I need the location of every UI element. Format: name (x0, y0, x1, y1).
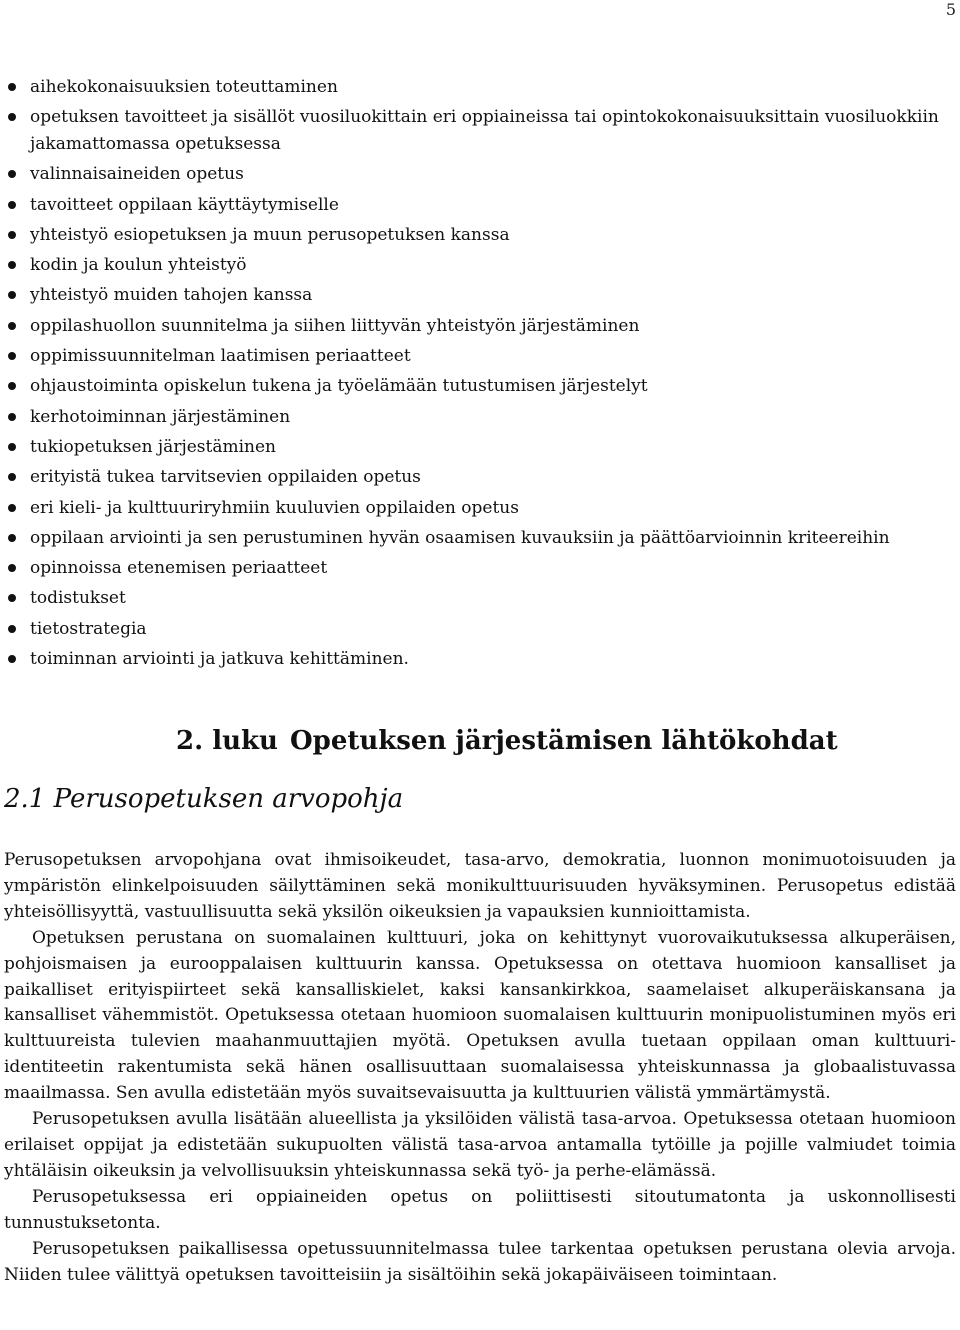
list-item (4, 583, 956, 613)
list-item-text: oppilaan arviointi ja sen perustuminen hyvän osaamisen kuvauksiin ja päättöarvioinnin kriteereihin (30, 527, 890, 548)
list-item-text: oppimissuunnitelman laatimisen periaatteet (30, 346, 411, 367)
paragraph: Opetuksen perustana on suomalainen kulttuuri, joka on kehittynyt vuorovaikutuksessa alkuperäisen, pohjoismaisen ja eurooppalaisen kulttuurin kanssa. Opetuksessa on otettava huomioon kansalliset ja paikalliset erityispiirteet sekä kansalliskielet, kaksi kansankirkkoa, saamelaiset alkuperäiskansana ja kansalliset vähemmistöt. Opetuksessa otetaan huomioon suomalaisen kulttuurin monipuolistuminen myös eri kulttuureista tulevien maahanmuuttajien myötä. Opetuksen avulla tuetaan oppilaan oman kulttuuri-identiteetin rakentumista sekä hänen osallisuuttaan suomalaisessa yhteiskunnassa ja globaalistuvassa maailmassa. Sen avulla edistetään myös suvaitsevaisuutta ja kulttuurien välistä ymmärtämystä. (4, 927, 956, 1104)
bullet-dot-icon (8, 322, 16, 330)
list-item (4, 553, 956, 583)
list-item-text: tukiopetuksen järjestäminen (30, 436, 276, 457)
list-item-text: tietostrategia (30, 618, 147, 639)
list-item (4, 614, 956, 644)
list-item (4, 250, 956, 280)
paragraph: Perusopetuksen paikallisessa opetussuunnitelmassa tulee tarkentaa opetuksen perustana olevia arvoja. Niiden tulee välittyä opetuksen tavoitteisiin ja sisältöihin sekä jokapäiväiseen toimintaan. (4, 1238, 956, 1285)
list-item (4, 220, 956, 250)
list-item-text: valinnaisaineiden opetus (30, 164, 244, 185)
list-item-text: tavoitteet oppilaan käyttäytymiselle (30, 194, 339, 215)
list-item (4, 311, 956, 341)
page-number: 5 (945, 0, 956, 19)
list-item-text: kerhotoiminnan järjestäminen (30, 406, 291, 427)
list-item-text: toiminnan arviointi ja jatkuva kehittäminen. (30, 649, 409, 670)
bullet-dot-icon (8, 231, 16, 239)
list-item-text: ohjaustoiminta opiskelun tukena ja työelämään tutustumisen järjestelyt (30, 376, 648, 397)
chapter-title (176, 726, 838, 756)
list-item-text: yhteistyö esiopetuksen ja muun perusopetuksen kanssa (30, 224, 510, 245)
paragraph: Perusopetuksen avulla lisätään alueellista ja yksilöiden välistä tasa-arvoa. Opetuksessa otetaan huomioon erilaiset oppijat ja edistetään sukupuolten välistä tasa-arvoa antamalla tytöille ja pojille valmiudet toimia yhtäläisin oikeuksin ja velvollisuuksin yhteiskunnassa sekä työ- ja perhe-elämässä. (4, 1109, 956, 1181)
section-title: 2.1 Perusopetuksen arvopohja (4, 784, 404, 814)
list-item (4, 280, 956, 310)
bullet-dot-icon (8, 201, 16, 209)
bullet-dot-icon (8, 564, 16, 572)
list-item-text: eri kieli- ja kulttuuriryhmiin kuuluvien oppilaiden opetus (30, 497, 519, 518)
list-item (4, 523, 956, 553)
paragraph: Perusopetuksessa eri oppiaineiden opetus on poliittisesti sitoutumatonta ja uskonnollisesti tunnustuksetonta. (4, 1186, 956, 1233)
list-item-text: yhteistyö muiden tahojen kanssa (30, 285, 313, 306)
chapter-name: Opetuksen järjestämisen lähtökohdat (290, 726, 838, 756)
bullet-dot-icon (8, 83, 16, 91)
bullet-dot-icon (8, 170, 16, 178)
bullet-dot-icon (8, 352, 16, 360)
bullet-dot-icon (8, 655, 16, 663)
list-item (4, 102, 956, 159)
list-item-text: kodin ja koulun yhteistyö (30, 255, 247, 276)
bullet-dot-icon (8, 382, 16, 390)
bullet-dot-icon (8, 625, 16, 633)
bullet-dot-icon (8, 473, 16, 481)
list-item (4, 159, 956, 189)
bullet-dot-icon (8, 534, 16, 542)
list-item (4, 341, 956, 371)
bullet-dot-icon (8, 504, 16, 512)
list-item (4, 402, 956, 432)
list-item-text: opinnoissa etenemisen periaatteet (30, 558, 328, 579)
bullet-dot-icon (8, 291, 16, 299)
list-item-text: aihekokonaisuuksien toteuttaminen (30, 77, 338, 97)
list-item (4, 371, 956, 401)
list-item (4, 190, 956, 220)
bullet-dot-icon (8, 413, 16, 421)
paragraph: Perusopetuksen arvopohjana ovat ihmisoikeudet, tasa-arvo, demokratia, luonnon monimuotoisuuden ja ympäristön elinkelpoisuuden säilyttäminen sekä monikulttuurisuuden hyväksyminen. Perusopetus edistää yhteisöllisyyttä, vastuullisuutta sekä yksilön oikeuksien ja vapauksien kunnioittamista. (4, 850, 956, 922)
list-item-text: opetuksen tavoitteet ja sisällöt vuosiluokittain eri oppiaineissa tai opintokokonaisuuksittain vuosiluokkiin jakamattomassa opetuksessa (30, 107, 939, 155)
bullet-dot-icon (8, 443, 16, 451)
list-item (4, 72, 956, 102)
list-item-text: erityistä tukea tarvitsevien oppilaiden opetus (30, 467, 421, 488)
bullet-dot-icon (8, 113, 16, 121)
chapter-number: 2. luku (176, 726, 278, 756)
bullet-list (4, 72, 956, 674)
bullet-dot-icon (8, 261, 16, 269)
list-item (4, 462, 956, 492)
list-item-text: oppilashuollon suunnitelma ja siihen liittyvän yhteistyön järjestäminen (30, 315, 640, 336)
list-item (4, 644, 956, 674)
body-text (4, 848, 956, 1288)
list-item-text: todistukset (30, 588, 126, 609)
list-item (4, 493, 956, 523)
list-item (4, 432, 956, 462)
bullet-dot-icon (8, 594, 16, 602)
